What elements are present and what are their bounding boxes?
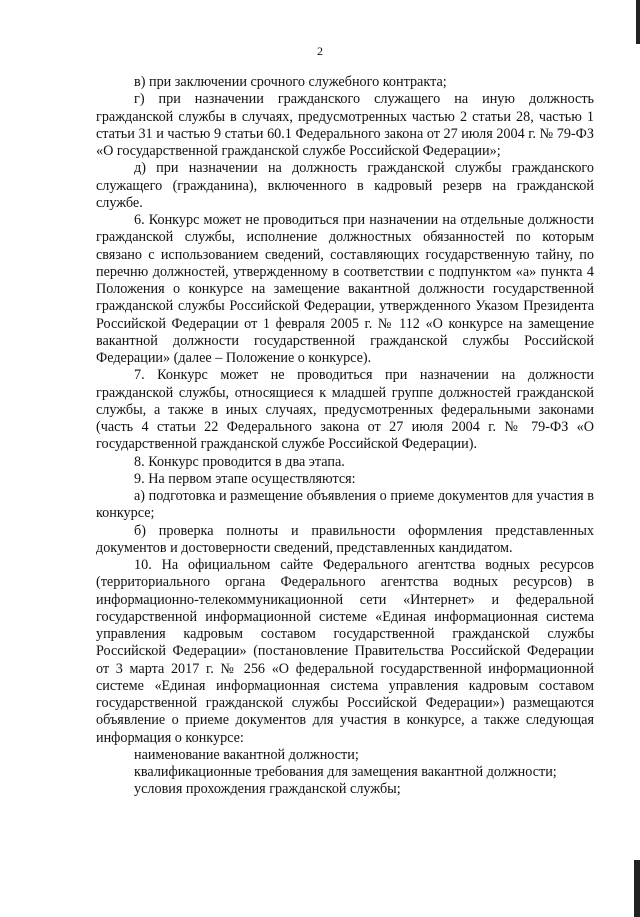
paragraph-10: 10. На официальном сайте Федерального агентства водных ресурсов (территориального органа Федерального агентства водных ресурсов) в информационно-телекоммуникационной сети «Интернет» и федеральной государственной информационной системе «Единая информационная система управления кадровым составом государственной гражданской службы Российской Федерации» (постановление Правительства Российской Федерации от 3 марта 2017 г. № 256 «О федеральной государственной информационной системе «Единая информационная система управления кадровым составом государственной гражданской службы Российской Федерации») размещаются объявление о приеме документов для участия в конкурсе, а также следующая информация о конкурсе: — [96, 557, 594, 746]
list-item-service-conditions: условия прохождения гражданской службы; — [134, 781, 401, 798]
paragraph-9-a: а) подготовка и размещение объявления о приеме документов для участия в конкурсе; — [96, 488, 594, 522]
paragraph-9-b: б) проверка полноты и правильности оформления представленных документов и достоверности сведений, представленных кандидатом. — [96, 522, 594, 556]
paragraph-item-v: в) при заключении срочного служебного контракта; — [134, 74, 447, 90]
paragraph-9: 9. На первом этапе осуществляются: — [134, 470, 356, 487]
list-item-vacancy-name: наименование вакантной должности; — [134, 746, 359, 763]
scan-edge-mark-bottom — [634, 860, 640, 917]
paragraph-8: 8. Конкурс проводится в два этапа. — [134, 453, 345, 470]
paragraph-item-g: г) при назначении гражданского служащего на иную должность гражданской службы в случаях, предусмотренных частью 2 статьи 28, частью 1 статьи 31 и частью 9 статьи 60.1 Федерального закона от 27 июля 2004 г. № 79-ФЗ «О государственной гражданской службе Российской Федерации»; — [96, 91, 594, 159]
paragraph-6: 6. Конкурс может не проводиться при назначении на отдельные должности гражданской службы, исполнение должностных обязанностей по которым связано с использованием сведений, составляющих государственную тайну, по перечню должностей, утвержденному в соответствии с подпунктом «а» пункта 4 Положения о конкурсе на замещение вакантной должности государственной гражданской службы Российской Федерации, утвержденного Указом Президента Российской Федерации от 1 февраля 2005 г. № 112 «О конкурсе на замещение вакантной должности государственной гражданской службы Российской Федерации» (далее – Положение о конкурсе). — [96, 212, 594, 366]
list-item-qualification-requirements: квалификационные требования для замещения вакантной должности; — [134, 764, 557, 780]
paragraph-7: 7. Конкурс может не проводиться при назначении на должности гражданской службы, относящиеся к младшей группе должностей гражданской службы, а также в иных случаях, предусмотренных федеральными законами (часть 4 статьи 22 Федерального закона от 27 июля 2004 г. № 79-ФЗ «О государственной гражданской службе Российской Федерации). — [96, 367, 594, 453]
paragraph-item-d: д) при назначении на должность гражданской службы гражданского служащего (гражданина), включенного в кадровый резерв на гражданской службе. — [96, 160, 594, 211]
page-number: 2 — [317, 44, 323, 58]
scan-edge-mark-top — [636, 0, 640, 44]
document-body — [96, 74, 594, 799]
